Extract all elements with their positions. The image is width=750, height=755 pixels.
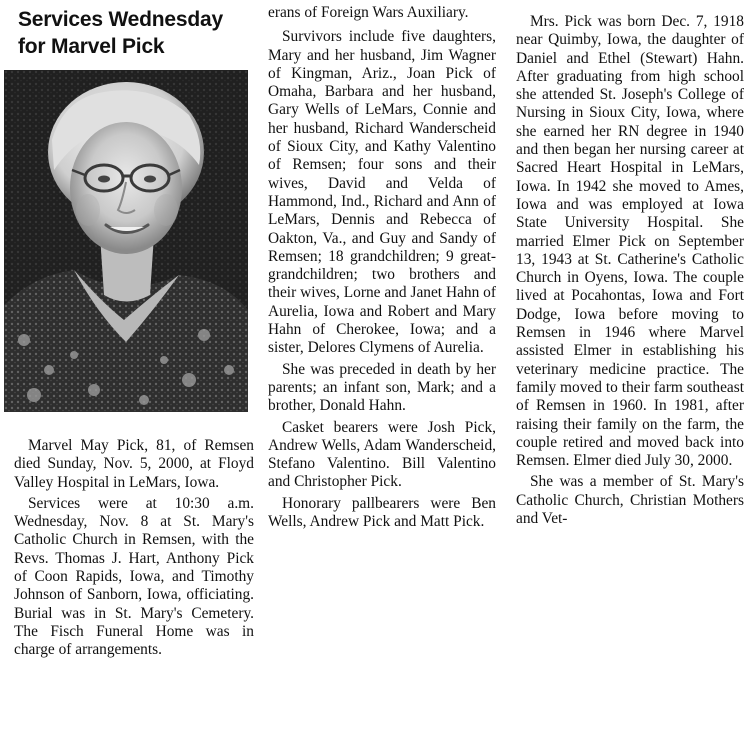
- headline-line-1: Services Wednesday: [18, 8, 223, 31]
- paragraph: She was preceded in death by her parents; an infant son, Mark; and a brother, Donald Hahn.: [268, 360, 496, 415]
- right-column: [516, 0, 744, 528]
- paragraph: She was a member of St. Mary's Catholic Church, Christian Mothers and Vet-: [516, 473, 744, 528]
- paragraph: Casket bearers were Josh Pick, Andrew Wells, Adam Wanderscheid, Stefano Valentino. Bill Valentino and Christopher Pick.: [268, 418, 496, 491]
- headline-line-2: for Marvel Pick: [18, 35, 165, 58]
- paragraph: erans of Foreign Wars Auxiliary.: [268, 4, 469, 21]
- portrait-photo: [4, 70, 248, 412]
- paragraph: Services were at 10:30 a.m. Wednesday, Nov. 8 at St. Mary's Catholic Church in Remsen, with the Revs. Thomas J. Hart, Anthony Pick of Coon Rapids, Iowa, and Timothy Johnson of Sanborn, Iowa, officiating. Burial was in St. Mary's Cemetery. The Fisch Funeral Home was in charge of arrangements.: [14, 494, 254, 659]
- paragraph: Survivors include five daughters, Mary and her husband, Jim Wagner of Kingman, Ariz., Joan Pick of Omaha, Barbara and her husband, Gary Wells of LeMars, Connie and her husband, Richard Wanderscheid of Sioux City, and Kathy Valentino of Remsen; four sons and their wives, David and Velda of Hammond, Ind., Richard and Ann of LeMars, Dennis and Rebecca of Oakton, Va., and Guy and Sandy of Remsen; 18 grandchildren; 9 great-grandchildren; two brothers and their wives, Lorne and Janet Hahn of Aurelia, Iowa and Robert and Mary Hahn of Cherokee, Iowa; and a sister, Delores Clymens of Aurelia.: [268, 28, 496, 357]
- paragraph: Mrs. Pick was born Dec. 7, 1918 near Quimby, Iowa, the daughter of Daniel and Ethel (Stewart) Hahn. After graduating from high school she attended St. Joseph's College of Nursing in Sioux City, Iowa, where she earned her RN degree in 1940 and then began her nursing career at Sacred Heart Hospital in LeMars, Iowa. In 1942 she moved to Ames, Iowa and was employed at Iowa State University Hospital. She married Elmer Pick on September 13, 1943 at St. Catherine's Catholic Church in Oyens, Iowa. The couple lived at Pocahontas, Iowa and Fort Dodge, Iowa before moving to Remsen in 1946 where Marvel assisted Elmer in establishing his veterinary medicine practice. The family moved to their farm southeast of Remsen in 1960. In 1981, after raising their family on the farm, the couple retired and moved back into Remsen. Elmer died July 30, 2000.: [516, 13, 744, 470]
- middle-column: [268, 0, 496, 531]
- right-column-text: [516, 13, 744, 528]
- headline: [18, 6, 247, 60]
- left-column-text: [14, 437, 254, 660]
- left-column: [10, 0, 247, 60]
- paragraph: Marvel May Pick, 81, of Remsen died Sunday, Nov. 5, 2000, at Floyd Valley Hospital in LeMars, Iowa.: [14, 437, 254, 491]
- middle-column-text: [268, 4, 496, 531]
- portrait-image: [4, 70, 248, 412]
- paragraph: Honorary pallbearers were Ben Wells, Andrew Pick and Matt Pick.: [268, 494, 496, 531]
